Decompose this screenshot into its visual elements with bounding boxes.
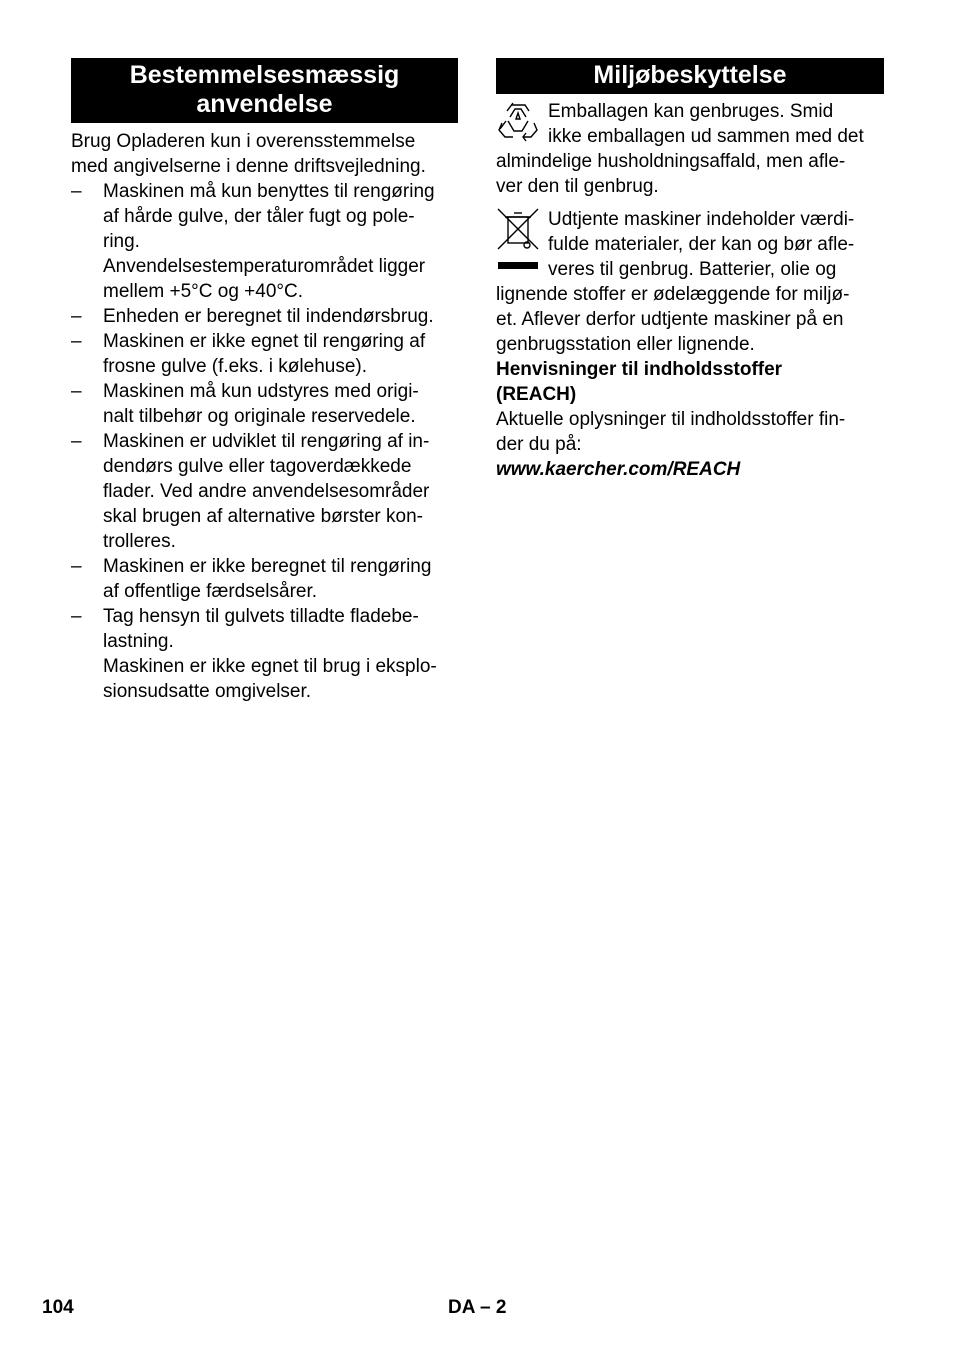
text-line: af offentlige færdselsårer. [103, 581, 318, 602]
page-number: 104 [42, 1297, 74, 1318]
environment-column [496, 58, 884, 482]
reach-heading [496, 357, 884, 407]
list-item [71, 329, 458, 379]
text-line: lastning. [103, 631, 174, 652]
text-line: Enheden er beregnet til indendørsbrug. [103, 306, 434, 327]
list-item [71, 304, 458, 329]
list-item [71, 604, 458, 654]
text-line: lignende stoffer er ødelæggende for miljø- [496, 284, 850, 305]
text-line: genbrugsstation eller lignende. [496, 334, 755, 355]
disposal-block [496, 207, 884, 357]
text-line: Aktuelle oplysninger til indholdsstoffer fin- [496, 409, 846, 430]
recycle-icon [496, 99, 542, 149]
text-line: flader. Ved andre anvendelsesområder [103, 481, 430, 502]
text-line: Maskinen er udviklet til rengøring af in- [103, 431, 430, 452]
dash-bullet: – [71, 381, 82, 402]
dash-bullet: – [71, 431, 82, 452]
text-line: ring. [103, 231, 140, 252]
list-item-note [71, 254, 458, 304]
text-line: (REACH) [496, 384, 577, 405]
text-line: dendørs gulve eller tagoverdækkede [103, 456, 412, 477]
text-line: Maskinen er ikke beregnet til rengøring [103, 556, 432, 577]
text-line: ikke emballagen ud sammen med det [548, 126, 864, 147]
text-line: skal brugen af alternative børster kon- [103, 506, 423, 527]
reach-link[interactable]: www.kaercher.com/REACH [496, 459, 741, 480]
text-line: sionsudsatte omgivelser. [103, 681, 312, 702]
list-item [71, 379, 458, 429]
text-line: Maskinen må kun benyttes til rengøring [103, 181, 435, 202]
list-item [71, 179, 458, 254]
intended-use-column [71, 58, 458, 704]
dash-bullet: – [71, 306, 82, 327]
packaging-text [496, 99, 884, 199]
text-line: fulde materialer, der kan og bør afle- [548, 234, 855, 255]
text-line: mellem +5°C og +40°C. [103, 281, 304, 302]
text-line: Anvendelsestemperaturområdet ligger [103, 256, 426, 277]
text-line: der du på: [496, 434, 582, 455]
list-item [71, 429, 458, 554]
crossed-out-wheelie-bin-icon [496, 207, 542, 271]
dash-bullet: – [71, 331, 82, 352]
text-line: Maskinen er ikke egnet til rengøring af [103, 331, 426, 352]
text-line: nalt tilbehør og originale reservedele. [103, 406, 416, 427]
dash-bullet: – [71, 556, 82, 577]
text-line: Maskinen er ikke egnet til brug i eksplo- [103, 656, 437, 677]
text-line: Tag hensyn til gulvets tilladte fladebe- [103, 606, 419, 627]
text-line: almindelige husholdningsaffald, men afle- [496, 151, 846, 172]
intro-paragraph [71, 129, 458, 179]
text-line: ver den til genbrug. [496, 176, 659, 197]
text-line: af hårde gulve, der tåler fugt og pole- [103, 206, 415, 227]
text-line: trolleres. [103, 531, 176, 552]
reach-text [496, 407, 884, 457]
dash-bullet: – [71, 181, 82, 202]
intended-use-heading [71, 58, 458, 123]
dash-bullet: – [71, 606, 82, 627]
text-line: veres til genbrug. Batterier, olie og [548, 259, 837, 280]
disposal-text [496, 207, 884, 357]
text-line: med angivelserne i denne driftsvejledning. [71, 156, 426, 177]
text-line: Henvisninger til indholdsstoffer [496, 359, 783, 380]
list-item-note [71, 654, 458, 704]
language-page-label: DA – 2 [448, 1297, 507, 1318]
environment-heading: Miljøbeskyttelse [496, 58, 884, 94]
text-line: Brug Opladeren kun i overensstemmelse [71, 131, 416, 152]
packaging-recycle-block [496, 99, 884, 199]
text-line: Udtjente maskiner indeholder værdi- [548, 209, 855, 230]
text-line: Emballagen kan genbruges. Smid [548, 101, 834, 122]
list-item [71, 554, 458, 604]
heading-line: Bestemmelsesmæssig [129, 61, 400, 89]
text-line: et. Aflever derfor udtjente maskiner på en [496, 309, 844, 330]
heading-line: anvendelse [196, 90, 333, 118]
text-line: Maskinen må kun udstyres med origi- [103, 381, 419, 402]
text-line: frosne gulve (f.eks. i kølehuse). [103, 356, 367, 377]
usage-list [71, 179, 458, 704]
